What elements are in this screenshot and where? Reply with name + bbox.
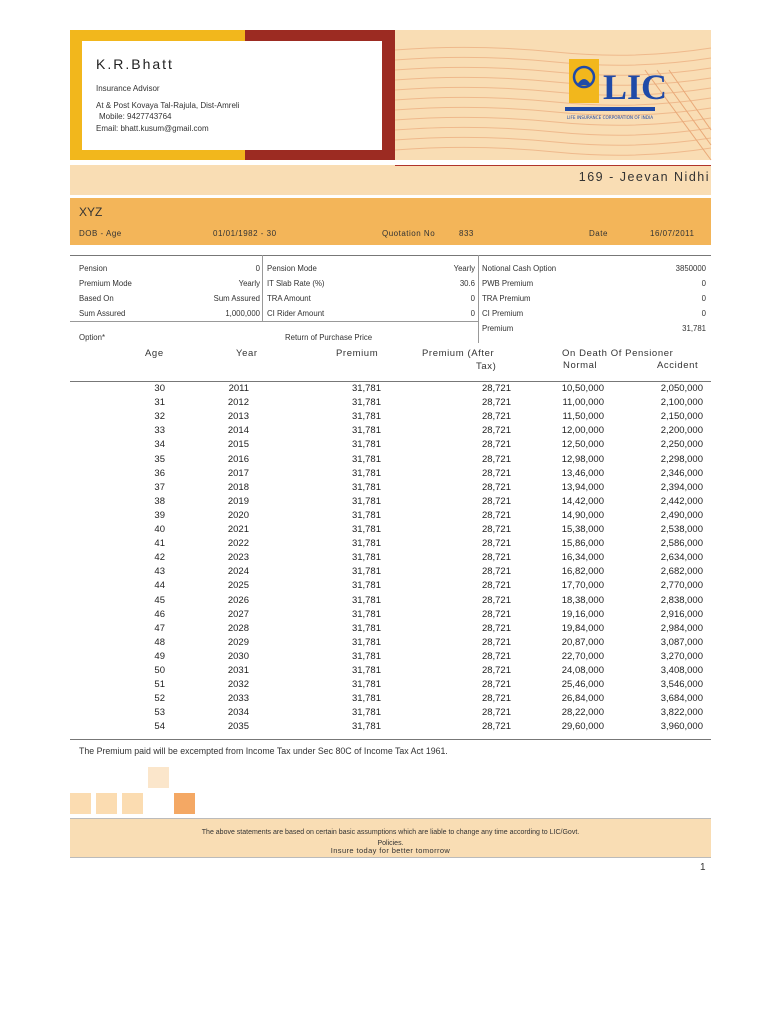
table-cell: 50 [154,665,165,676]
table-cell: 31,781 [351,636,381,648]
table-cell: 28,721 [481,693,511,705]
table-cell: 17,70,000 [561,580,604,592]
table-cell: 2,634,000 [660,552,703,564]
table-cell: 2,770,000 [660,580,703,592]
table-cell: 28,721 [481,439,511,451]
param-label: CI Rider Amount [267,309,325,318]
table-cell: 28,22,000 [561,707,604,719]
col-header-normal: Normal [563,360,598,371]
table-cell: 14,90,000 [561,509,604,521]
lic-subtitle: LIFE INSURANCE CORPORATION OF INDIA [566,115,654,120]
table-cell: 31,781 [351,622,381,634]
date-label: Date [589,229,608,238]
table-cell: 31,781 [351,509,381,521]
table-cell: 28,721 [481,707,511,719]
table-cell: 18,38,000 [561,594,604,606]
param-value: 3850000 [675,264,706,273]
table-cell: 49 [154,650,165,662]
table-cell: 25,46,000 [561,679,604,691]
advisor-name: K.R.Bhatt [96,56,174,72]
table-cell: 2011 [228,383,249,394]
table-cell: 44 [154,580,165,592]
table-cell: 2017 [227,467,249,479]
plan-title: 169 - Jeevan Nidhi [578,170,710,184]
table-cell: 3,270,000 [660,650,703,662]
plan-band-rule [395,165,711,166]
table-cell: 2,394,000 [660,481,703,493]
table-cell: 31,781 [351,552,381,564]
table-cell: 2028 [227,622,249,634]
table-cell: 24,08,000 [561,665,604,676]
option-label: Option* [79,333,106,342]
table-cell: 2,916,000 [660,608,703,620]
table-cell: 51 [154,679,165,691]
table-cell: 53 [154,707,165,719]
table-cell: 15,86,000 [561,538,604,550]
table-cell: 28,721 [481,552,511,564]
table-cell: 34 [154,439,165,451]
table-cell: 28,721 [481,538,511,550]
table-cell: 42 [154,552,165,564]
table-cell: 31,781 [351,383,381,394]
table-cell: 2026 [227,594,249,606]
table-cell: 31,781 [351,481,381,493]
table-cell: 2021 [227,524,249,535]
table-cell: 2024 [227,566,249,578]
advisor-address: At & Post Kovaya Tal-Rajula, Dist-Amreli [96,101,240,110]
table-cell: 39 [154,509,165,521]
deco-square [122,793,143,814]
table-cell: 28,721 [481,425,511,437]
table-cell: 20,87,000 [561,636,604,648]
table-cell: 2029 [227,636,249,648]
table-cell: 46 [154,608,165,620]
tagline: Insure today for better tomorrow [330,846,451,855]
table-cell: 3,822,000 [660,707,703,719]
param-label: IT Slab Rate (%) [267,279,325,288]
table-cell: 28,721 [481,411,511,423]
table-cell: 41 [154,538,165,550]
table-cell: 2,838,000 [660,594,703,606]
table-cell: 2022 [227,538,249,550]
param-label: TRA Amount [267,294,311,303]
table-cell: 2032 [227,679,249,691]
table-cell: 31,781 [351,495,381,507]
table-cell: 40 [154,524,165,535]
col-header-accident: Accident [657,360,699,371]
table-cell: 2,538,000 [660,524,703,535]
table-cell: 31,781 [351,538,381,550]
param-value: 1,000,000 [225,309,260,318]
col-header-year: Year [236,348,258,359]
table-cell: 3,960,000 [660,721,703,733]
table-cell: 2,100,000 [660,397,703,409]
table-cell: 2,298,000 [660,453,703,465]
table-cell: 31,781 [351,650,381,662]
table-cell: 2020 [227,509,249,521]
params-divider-2 [478,255,479,343]
table-cell: 15,38,000 [561,524,604,535]
table-cell: 31,781 [351,707,381,719]
table-cell: 3,684,000 [660,693,703,705]
table-cell: 54 [154,721,165,733]
param-value: 0 [470,309,475,318]
table-cell: 16,82,000 [561,566,604,578]
table-cell: 36 [154,467,165,479]
table-cell: 3,408,000 [660,665,703,676]
param-value: 31,781 [682,324,706,333]
table-cell: 2033 [227,693,249,705]
table-cell: 2013 [227,411,249,423]
table-cell: 2019 [227,495,249,507]
table-cell: 22,70,000 [561,650,604,662]
table-cell: 2,442,000 [660,495,703,507]
table-cell: 2,682,000 [660,566,703,578]
table-cell: 13,94,000 [561,481,604,493]
quotation-label: Quotation No [382,229,436,238]
table-cell: 31,781 [351,397,381,409]
table-cell: 38 [154,495,165,507]
page-number: 1 [700,862,706,873]
table-header-rule [70,381,711,382]
table-cell: 31,781 [351,411,381,423]
table-cell: 2,200,000 [660,425,703,437]
table-cell: 28,721 [481,721,511,733]
table-cell: 31,781 [351,580,381,592]
table-cell: 33 [154,425,165,437]
table-cell: 31,781 [351,721,381,733]
table-cell: 29,60,000 [561,721,604,733]
table-cell: 32 [154,411,165,423]
table-cell: 28,721 [481,453,511,465]
table-cell: 11,00,000 [562,397,604,409]
col-header-premium: Premium [336,348,379,359]
table-cell: 2015 [227,439,249,451]
table-cell: 28,721 [481,594,511,606]
dob-value: 01/01/1982 - 30 [213,229,277,238]
table-cell: 2023 [227,552,249,564]
advisor-title: Insurance Advisor [96,84,160,93]
table-cell: 2031 [227,665,249,676]
param-value: Yearly [453,264,475,273]
table-cell: 2,490,000 [660,509,703,521]
param-label: Premium Mode [79,279,132,288]
table-cell: 2027 [227,608,249,620]
table-cell: 19,84,000 [561,622,604,634]
table-cell: 43 [154,566,165,578]
table-cell: 2014 [227,425,249,437]
lic-wordmark: LIC [603,67,668,107]
table-cell: 28,721 [481,679,511,691]
table-cell: 12,50,000 [561,439,604,451]
param-label: CI Premium [482,309,524,318]
table-cell: 28,721 [481,524,511,535]
table-cell: 28,721 [481,650,511,662]
table-bottom-rule [70,739,711,740]
param-label: Pension [79,264,108,273]
param-label: Notional Cash Option [482,264,557,273]
table-cell: 2034 [227,707,249,719]
table-cell: 48 [154,636,165,648]
table-cell: 31,781 [351,524,381,535]
table-cell: 28,721 [481,495,511,507]
table-cell: 47 [154,622,165,634]
table-cell: 2,346,000 [660,467,703,479]
table-cell: 28,721 [481,383,511,394]
col-header-on-death: On Death Of Pensioner [562,348,674,359]
table-cell: 10,50,000 [561,383,604,394]
disclaimer-continued: Policies. [377,840,404,847]
table-cell: 31,781 [351,439,381,451]
param-label: Premium [482,324,514,333]
table-cell: 2018 [227,481,249,493]
table-cell: 31,781 [351,608,381,620]
table-cell: 28,721 [481,509,511,521]
table-cell: 31,781 [351,594,381,606]
table-cell: 31,781 [351,679,381,691]
deco-square [174,793,195,814]
table-cell: 28,721 [481,481,511,493]
table-cell: 28,721 [481,467,511,479]
table-cell: 31 [154,397,165,409]
params-divider-1 [262,255,263,321]
params-top-rule [70,255,711,256]
advisor-mobile: Mobile: 9427743764 [99,112,172,121]
deco-square [148,767,169,788]
col-header-age: Age [145,348,164,359]
table-cell: 11,50,000 [562,411,604,423]
date-value: 16/07/2011 [650,229,695,238]
param-value: 0 [701,309,706,318]
table-cell: 35 [154,453,165,465]
table-cell: 28,721 [481,665,511,676]
params-mid-rule [70,321,478,322]
lic-logo [565,55,668,133]
table-cell: 14,42,000 [561,495,604,507]
col-header-premium-after-tax-2: Tax) [476,361,497,372]
param-value: 0 [470,294,475,303]
table-cell: 31,781 [351,665,381,676]
client-name: XYZ [79,205,103,219]
table-cell: 2,586,000 [660,538,703,550]
param-label: PWB Premium [482,279,534,288]
table-cell: 2,984,000 [660,622,703,634]
table-cell: 3,546,000 [660,679,703,691]
param-value: 30.6 [459,279,475,288]
option-value: Return of Purchase Price [285,333,373,342]
table-cell: 28,721 [481,580,511,592]
table-cell: 28,721 [481,622,511,634]
table-cell: 2,150,000 [660,411,703,423]
quotation-value: 833 [459,229,474,238]
table-cell: 13,46,000 [561,467,604,479]
advisor-email[interactable]: Email: bhatt.kusum@gmail.com [96,124,209,133]
param-label: TRA Premium [482,294,531,303]
param-value: 0 [701,279,706,288]
tax-note: The Premium paid will be excempted from Income Tax under Sec 80C of Income Tax Act 1961. [79,746,448,756]
param-label: Sum Assured [79,309,126,318]
table-cell: 2025 [227,580,249,592]
param-value: Sum Assured [213,294,260,303]
deco-square [96,793,117,814]
col-header-premium-after-tax: Premium (After [422,348,495,359]
table-cell: 52 [154,693,165,705]
disclaimer: The above statements are based on certain basic assumptions which are liable to change any time according to LIC/Govt. [201,829,580,836]
table-cell: 16,34,000 [561,552,604,564]
table-cell: 12,00,000 [561,425,604,437]
table-cell: 31,781 [351,566,381,578]
table-cell: 2016 [227,453,249,465]
deco-square [70,793,91,814]
dob-label: DOB - Age [79,229,122,238]
param-value: 0 [701,294,706,303]
table-cell: 2,050,000 [660,383,703,394]
table-cell: 37 [154,481,165,493]
table-cell: 19,16,000 [561,608,604,620]
table-cell: 2035 [227,721,249,733]
table-cell: 2030 [227,650,249,662]
table-cell: 31,781 [351,425,381,437]
table-cell: 31,781 [351,453,381,465]
table-cell: 12,98,000 [561,453,604,465]
table-cell: 45 [154,594,165,606]
table-cell: 3,087,000 [660,636,703,648]
table-cell: 28,721 [481,397,511,409]
table-cell: 2,250,000 [660,439,703,451]
table-cell: 31,781 [351,693,381,705]
table-cell: 26,84,000 [561,693,604,705]
param-value: Yearly [238,279,260,288]
table-cell: 30 [154,383,165,394]
table-cell: 28,721 [481,608,511,620]
table-cell: 2012 [227,397,249,409]
param-label: Pension Mode [267,264,317,273]
param-label: Based On [79,294,114,303]
param-value: 0 [255,264,260,273]
table-cell: 31,781 [351,467,381,479]
table-cell: 28,721 [481,636,511,648]
table-cell: 28,721 [481,566,511,578]
